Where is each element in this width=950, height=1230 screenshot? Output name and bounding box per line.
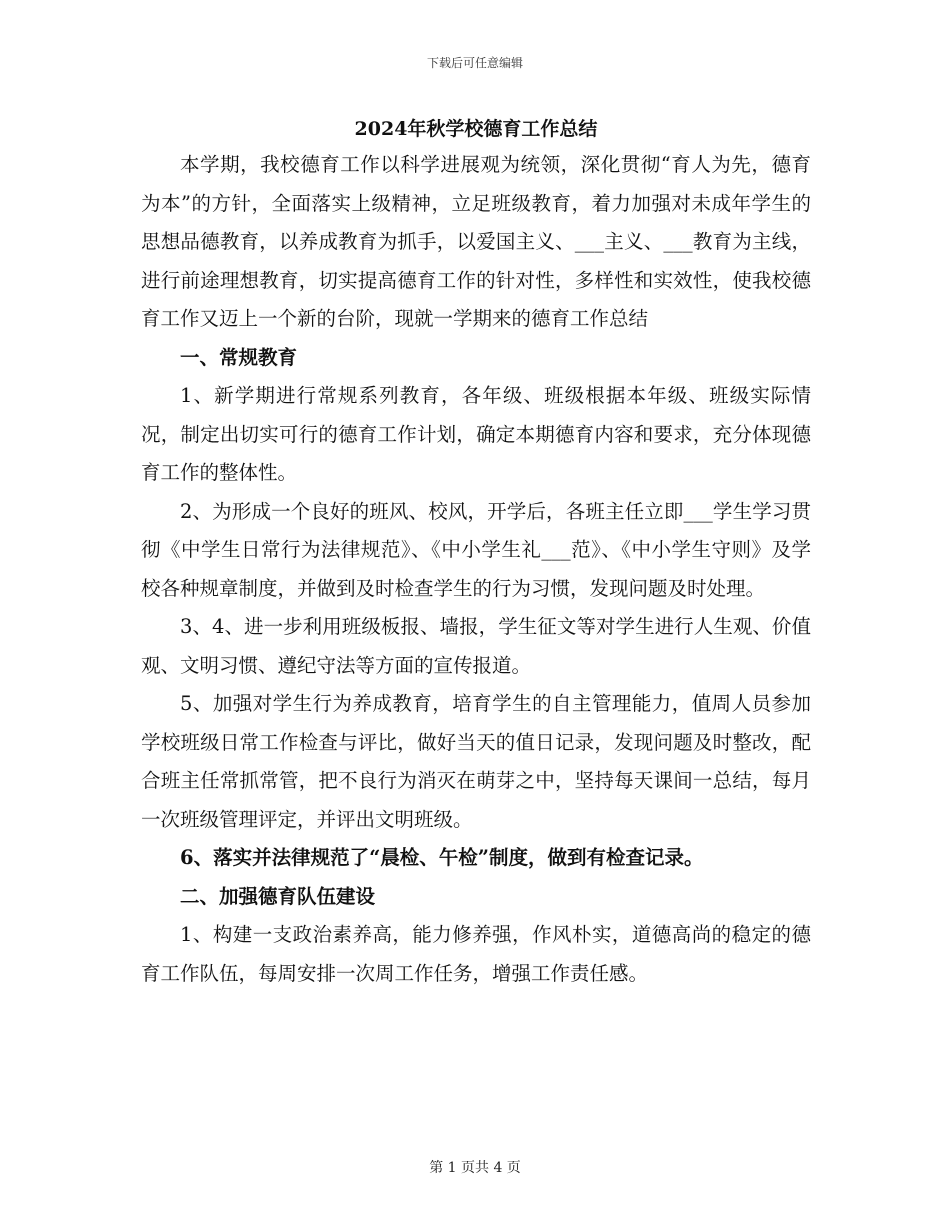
section-heading-routine-education: 一、常规教育 <box>180 345 298 369</box>
paragraph-item-6: 6、落实并法律规范了“晨检、午检”制度，做到有检查记录。 <box>180 846 704 869</box>
paragraph-item-2: 2、为形成一个良好的班风、校风，开学后，各班主任立即___学生学习贯彻《中学生日常行为法律规范》、《中小学生礼___范》、《中小学生守则》及学校各种规章制度，并做到及时检查学生的行为习惯，发现问题及时处理。 <box>141 499 811 600</box>
page-header-note: 下载后可任意编辑 <box>426 56 523 70</box>
paragraph-item-3-4: 3、4、进一步利用班级板报、墙报，学生征文等对学生进行人生观、价值观、文明习惯、遵纪守法等方面的宣传报道。 <box>141 615 811 677</box>
paragraph-item-5: 5、加强对学生行为养成教育，培育学生的自主管理能力，值周人员参加学校班级日常工作检查与评比，做好当天的值日记录，发现问题及时整改，配合班主任常抓常管，把不良行为消灭在萌芽之中，坚持每天课间一总结，每月一次班级管理评定，并评出文明班级。 <box>141 692 811 831</box>
paragraph-item-1: 1、新学期进行常规系列教育，各年级、班级根据本年级、班级实际情况，制定出切实可行的德育工作计划，确定本期德育内容和要求，充分体现德育工作的整体性。 <box>141 384 811 484</box>
section-heading-team-building: 二、加强德育队伍建设 <box>180 884 376 908</box>
paragraph-intro: 本学期，我校德育工作以科学进展观为统领，深化贯彻“育人为先，德育为本”的方针，全面落实上级精神，立足班级教育，着力加强对未成年学生的思想品德教育，以养成教育为抓手，以爱国主义、___主义、___教育为主线，进行前途理想教育，切实提高德育工作的针对性，多样性和实效性，使我校德育工作又迈上一个新的台阶，现就一学期来的德育工作总结 <box>141 153 811 330</box>
paragraph-team-item-1: 1、构建一支政治素养高，能力修养强，作风朴实，道德高尚的稳定的德育工作队伍，每周安排一次周工作任务，增强工作责任感。 <box>141 923 811 985</box>
page-number-footer: 第 1 页共 4 页 <box>429 1160 521 1176</box>
document-body <box>141 114 811 993</box>
document-title: 2024年秋学校德育工作总结 <box>354 118 598 140</box>
